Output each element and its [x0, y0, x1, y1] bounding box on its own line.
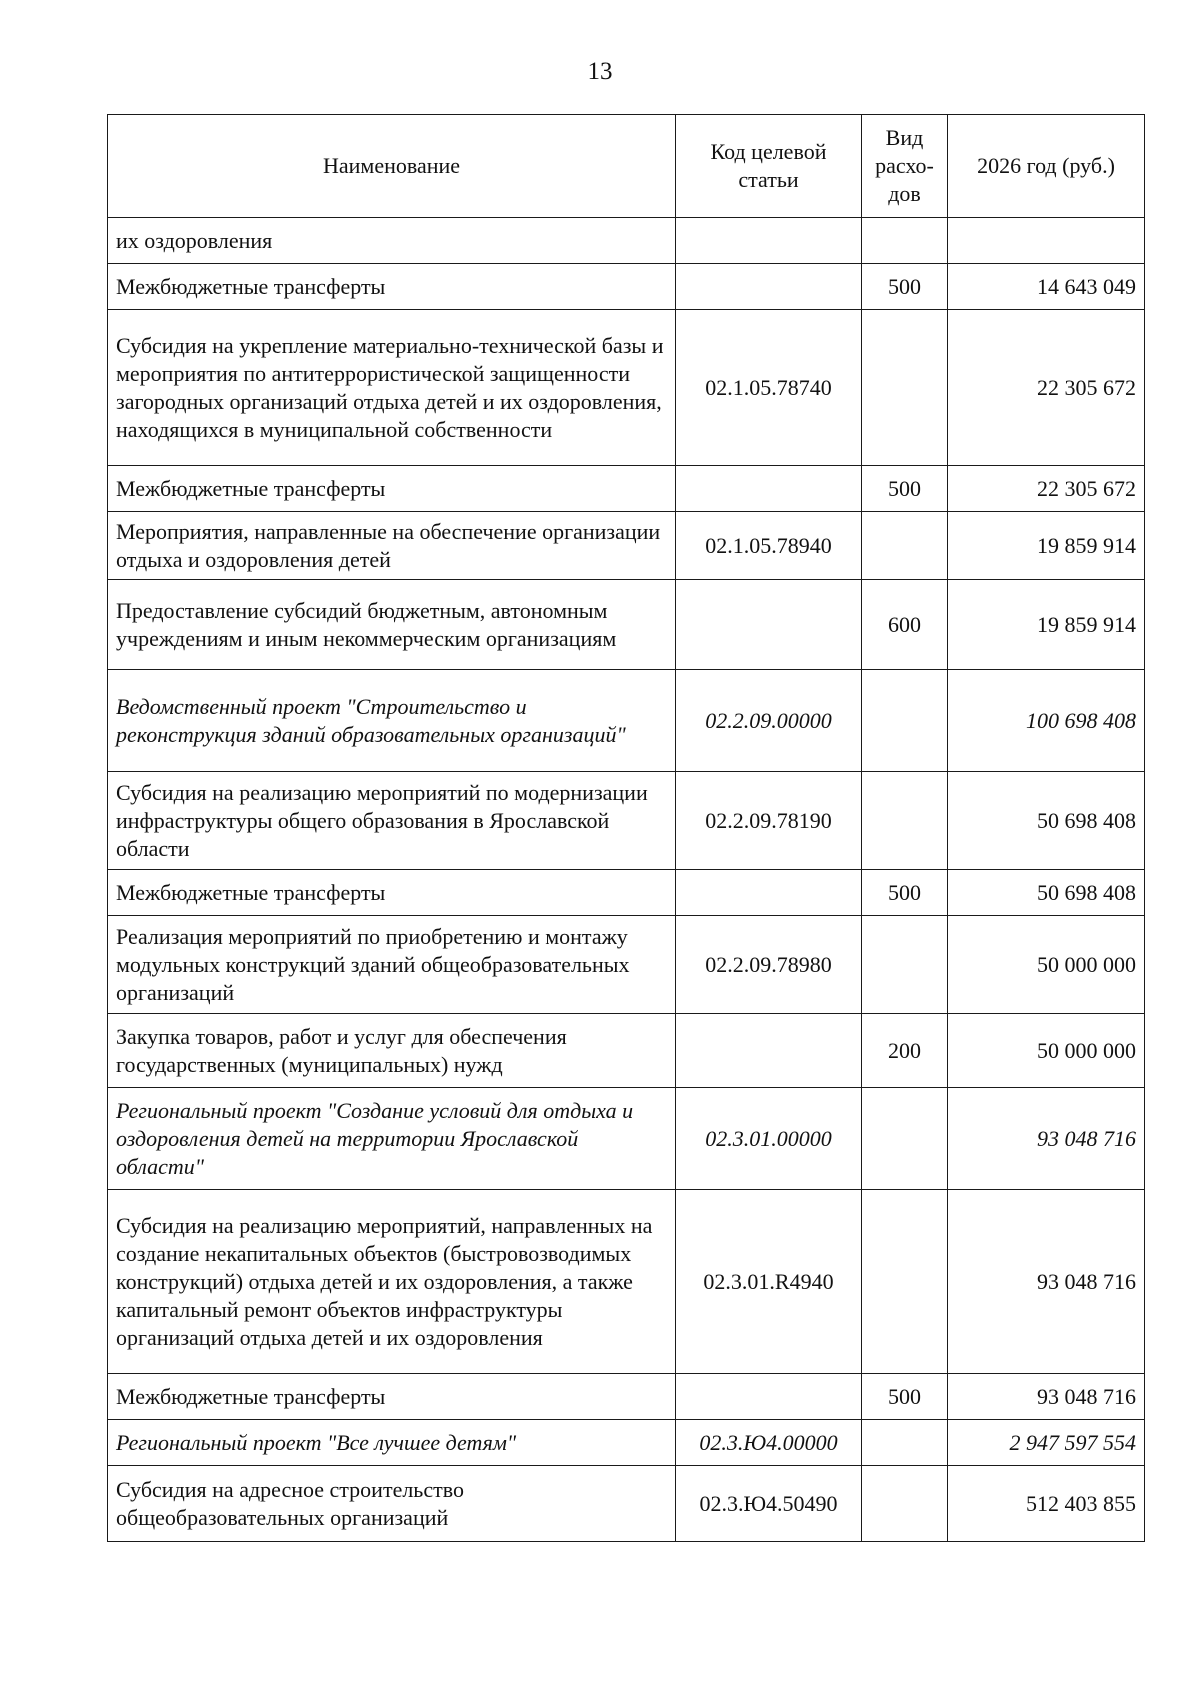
row-amount: 93 048 716 — [948, 1088, 1145, 1190]
table-row — [108, 1088, 1145, 1190]
budget-table — [107, 114, 1145, 1542]
row-amount: 19 859 914 — [948, 512, 1145, 580]
table-row — [108, 310, 1145, 466]
row-name: Субсидия на реализацию мероприятий по модернизации инфраструктуры общего образования в Ярославской области — [108, 772, 676, 870]
row-name: Межбюджетные трансферты — [108, 466, 676, 512]
header-name: Наименование — [108, 115, 676, 218]
table-row — [108, 1374, 1145, 1420]
row-code: 02.3.01.00000 — [676, 1088, 862, 1190]
row-amount: 50 000 000 — [948, 1014, 1145, 1088]
row-kind — [862, 310, 948, 466]
table-row — [108, 218, 1145, 264]
table-row — [108, 1014, 1145, 1088]
row-amount: 19 859 914 — [948, 580, 1145, 670]
row-name: Субсидия на реализацию мероприятий, направленных на создание некапитальных объектов (быстровозводимых конструкций) отдыха детей и их оздоровления, а также капитальный ремонт объектов инфраструктуры организаций отдыха детей и их оздоровления — [108, 1190, 676, 1374]
row-amount: 93 048 716 — [948, 1374, 1145, 1420]
row-kind: 500 — [862, 264, 948, 310]
row-name: Мероприятия, направленные на обеспечение организации отдыха и оздоровления детей — [108, 512, 676, 580]
row-code: 02.3.Ю4.50490 — [676, 1466, 862, 1542]
row-kind: 500 — [862, 466, 948, 512]
row-kind: 500 — [862, 1374, 948, 1420]
header-code: Код целевой статьи — [676, 115, 862, 218]
row-code — [676, 264, 862, 310]
row-kind — [862, 1466, 948, 1542]
row-kind — [862, 1088, 948, 1190]
row-amount: 50 000 000 — [948, 916, 1145, 1014]
header-amount: 2026 год (руб.) — [948, 115, 1145, 218]
row-amount: 100 698 408 — [948, 670, 1145, 772]
row-kind: 200 — [862, 1014, 948, 1088]
row-code: 02.2.09.78980 — [676, 916, 862, 1014]
table-row — [108, 1420, 1145, 1466]
row-name: их оздоровления — [108, 218, 676, 264]
table-row — [108, 1466, 1145, 1542]
row-code: 02.1.05.78940 — [676, 512, 862, 580]
table-row — [108, 870, 1145, 916]
row-amount — [948, 218, 1145, 264]
row-code: 02.2.09.78190 — [676, 772, 862, 870]
row-kind — [862, 916, 948, 1014]
row-code — [676, 1374, 862, 1420]
table-row — [108, 670, 1145, 772]
row-amount: 22 305 672 — [948, 310, 1145, 466]
row-code — [676, 580, 862, 670]
row-code: 02.1.05.78740 — [676, 310, 862, 466]
row-name: Ведомственный проект "Строительство и реконструкция зданий образовательных организаций" — [108, 670, 676, 772]
header-kind: Вид расхо-дов — [862, 115, 948, 218]
row-kind — [862, 218, 948, 264]
row-kind — [862, 670, 948, 772]
table-body — [108, 218, 1145, 1542]
table-row — [108, 772, 1145, 870]
table-row — [108, 264, 1145, 310]
table-row — [108, 1190, 1145, 1374]
row-name: Региональный проект "Создание условий для отдыха и оздоровления детей на территории Ярославской области" — [108, 1088, 676, 1190]
row-kind — [862, 512, 948, 580]
row-name: Предоставление субсидий бюджетным, автономным учреждениям и иным некоммерческим организациям — [108, 580, 676, 670]
table-row — [108, 916, 1145, 1014]
row-name: Межбюджетные трансферты — [108, 870, 676, 916]
row-code — [676, 466, 862, 512]
table-row — [108, 466, 1145, 512]
row-amount: 50 698 408 — [948, 772, 1145, 870]
row-amount: 2 947 597 554 — [948, 1420, 1145, 1466]
row-code — [676, 870, 862, 916]
row-name: Межбюджетные трансферты — [108, 1374, 676, 1420]
table-header-row — [108, 115, 1145, 218]
row-kind — [862, 772, 948, 870]
row-kind — [862, 1190, 948, 1374]
row-name: Реализация мероприятий по приобретению и монтажу модульных конструкций зданий общеобразовательных организаций — [108, 916, 676, 1014]
row-amount: 14 643 049 — [948, 264, 1145, 310]
row-kind — [862, 1420, 948, 1466]
row-code — [676, 218, 862, 264]
row-amount: 22 305 672 — [948, 466, 1145, 512]
row-name: Межбюджетные трансферты — [108, 264, 676, 310]
row-code — [676, 1014, 862, 1088]
row-amount: 50 698 408 — [948, 870, 1145, 916]
page-number: 13 — [587, 58, 613, 85]
row-amount: 93 048 716 — [948, 1190, 1145, 1374]
row-name: Субсидия на укрепление материально-технической базы и мероприятия по антитеррористической защищенности загородных организаций отдыха детей и их оздоровления, находящихся в муниципальной собственности — [108, 310, 676, 466]
row-amount: 512 403 855 — [948, 1466, 1145, 1542]
table-row — [108, 580, 1145, 670]
row-name: Региональный проект "Все лучшее детям" — [108, 1420, 676, 1466]
table-row — [108, 512, 1145, 580]
row-code: 02.3.Ю4.00000 — [676, 1420, 862, 1466]
row-name: Закупка товаров, работ и услуг для обеспечения государственных (муниципальных) нужд — [108, 1014, 676, 1088]
row-kind: 600 — [862, 580, 948, 670]
row-name: Субсидия на адресное строительство общеобразовательных организаций — [108, 1466, 676, 1542]
row-code: 02.2.09.00000 — [676, 670, 862, 772]
row-code: 02.3.01.R4940 — [676, 1190, 862, 1374]
row-kind: 500 — [862, 870, 948, 916]
